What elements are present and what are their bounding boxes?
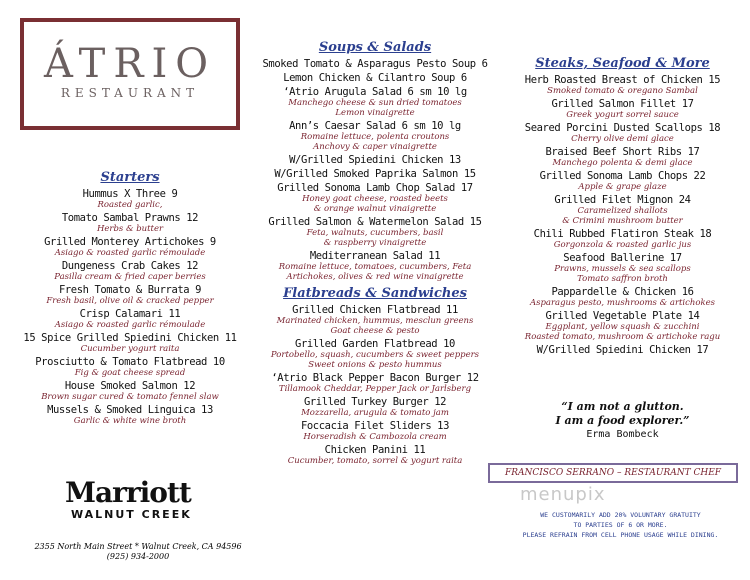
menu-item-description: Horseradish & Cambozola cream: [303, 432, 447, 442]
menu-item-description: Asiago & roasted garlic rémoulade: [54, 248, 206, 258]
menu-item-description: Cherry olive demi glace: [571, 134, 674, 144]
soups-heading: Soups & Salads: [318, 40, 432, 55]
menu-item-description: Prawns, mussels & sea scallops: [554, 264, 691, 274]
menu-item-description: Roasted tomato, mushroom & artichoke ragu: [524, 332, 721, 342]
menu-item-name: Mussels & Smoked Linguica 13: [47, 404, 213, 416]
menu-item-name: Grilled Sonoma Lamb Chop Salad 17: [277, 182, 473, 194]
menu-item-description: Goat cheese & pesto: [330, 326, 420, 336]
menu-item-name: Grilled Sonoma Lamb Chops 22: [539, 170, 706, 182]
note-line: PLEASE REFRAIN FROM CELL PHONE USAGE WHILE DINING.: [522, 531, 719, 539]
menu-item-name: Braised Beef Short Ribs 17: [545, 146, 700, 158]
menu-item-name: Seared Porcini Dusted Scallops 18: [524, 122, 721, 134]
menu-item-description: Gorgonzola & roasted garlic jus: [553, 240, 692, 250]
menu-item-name: Foccacia Filet Sliders 13: [300, 420, 450, 432]
menu-item-name: Dungeness Crab Cakes 12: [61, 260, 199, 272]
menu-item-name: Grilled Garden Flatbread 10: [295, 338, 455, 350]
menu-item-description: Manchego polenta & demi glace: [552, 158, 693, 168]
menu-item-name: Herb Roasted Breast of Chicken 15: [524, 74, 721, 86]
quote-line-1: “I am not a glutton.: [561, 400, 684, 413]
menu-item-description: Cucumber, tomato, sorrel & yogurt raita: [287, 456, 463, 466]
menu-item-description: Artichokes, olives & red wine vinaigrette: [286, 272, 464, 282]
street-address: 2355 North Main Street * Walnut Creek, CA 94596: [34, 542, 242, 551]
menu-item-description: Sweet onions & pesto hummus: [308, 360, 442, 370]
menu-item-name: Hummus X Three 9: [82, 188, 178, 200]
menu-item-description: Smoked tomato & oregano Sambal: [547, 86, 698, 96]
note-line: TO PARTIES OF 6 OR MORE.: [573, 521, 668, 529]
note-line: WE CUSTOMARILY ADD 20% VOLUNTARY GRATUITY: [540, 511, 701, 519]
menu-item-name: Prosciutto & Tomato Flatbread 10: [35, 356, 225, 368]
menu-item-name: Chili Rubbed Flatiron Steak 18: [533, 228, 712, 240]
steaks-section: [500, 56, 745, 356]
menu-item-description: Lemon vinaigrette: [335, 108, 415, 118]
marriott-location: WALNUT CREEK: [71, 508, 192, 521]
phone-number: (925) 934-2000: [106, 552, 170, 561]
menu-item-description: Eggplant, yellow squash & zucchini: [545, 322, 700, 332]
chef-credit: FRANCISCO SERRANO – RESTAURANT CHEF: [488, 463, 738, 483]
quote-block: [500, 400, 745, 442]
menu-item-description: Fig & goat cheese spread: [74, 368, 186, 378]
menu-item-description: Garlic & white wine broth: [73, 416, 187, 426]
menu-item-description: & orange walnut vinaigrette: [313, 204, 437, 214]
menu-item-description: Tomato saffron broth: [577, 274, 668, 284]
menu-item-description: & raspberry vinaigrette: [323, 238, 427, 248]
menu-item-description: Honey goat cheese, roasted beets: [302, 194, 448, 204]
menu-item-name: Chicken Panini 11: [324, 444, 426, 456]
menu-item-name: ‘Atrio Arugula Salad 6 sm 10 lg: [283, 86, 467, 98]
menu-item-name: Grilled Monterey Artichokes 9: [44, 236, 216, 248]
menu-item-name: 15 Spice Grilled Spiedini Chicken 11: [23, 332, 237, 344]
menu-item-name: ‘Atrio Black Pepper Bacon Burger 12: [271, 372, 479, 384]
menu-item-description: Cucumber yogurt raita: [80, 344, 180, 354]
menu-item-description: Apple & grape glaze: [578, 182, 667, 192]
menu-item-name: W/Grilled Spiedini Chicken 13: [289, 154, 461, 166]
quote-author: Erma Bombeck: [586, 429, 659, 440]
marriott-logo: [65, 478, 215, 521]
restaurant-logo: [20, 18, 240, 130]
watermark: menupix: [520, 484, 606, 505]
menu-item-description: & Crimini mushroom butter: [562, 216, 683, 226]
menu-item-description: Romaine lettuce, tomatoes, cucumbers, Feta: [278, 262, 472, 272]
menu-item-name: W/Grilled Smoked Paprika Salmon 15: [274, 168, 476, 180]
menu-item-description: Romaine lettuce, polenta croutons: [300, 132, 450, 142]
starters-section: [10, 170, 250, 426]
flatbreads-heading: Flatbreads & Sandwiches: [283, 286, 467, 301]
logo-title: ÁTRIO: [43, 41, 217, 87]
menu-item-description: Feta, walnuts, cucumbers, basil: [306, 228, 444, 238]
menu-item-description: Caramelized shallots: [577, 206, 668, 216]
menu-item-name: Grilled Vegetable Plate 14: [545, 310, 700, 322]
starters-heading: Starters: [100, 170, 160, 185]
menu-item-description: Pasilla cream & fried caper berries: [54, 272, 206, 282]
menu-item-name: Grilled Salmon & Watermelon Salad 15: [268, 216, 482, 228]
menu-item-name: Grilled Salmon Fillet 17: [551, 98, 694, 110]
menu-item-name: Lemon Chicken & Cilantro Soup 6: [283, 72, 467, 84]
soups-salads-section: [250, 40, 500, 466]
menu-item-name: Tomato Sambal Prawns 12: [61, 212, 199, 224]
menu-item-description: Tillamook Cheddar, Pepper Jack or Jarlsberg: [278, 384, 472, 394]
menu-item-description: Marinated chicken, hummus, mesclun greens: [276, 316, 474, 326]
menu-item-name: Crisp Calamari 11: [79, 308, 181, 320]
menu-item-description: Mozzarella, arugula & tomato jam: [301, 408, 449, 418]
menu-item-name: W/Grilled Spiedini Chicken 17: [536, 344, 709, 356]
menu-item-description: Asparagus pesto, mushrooms & artichokes: [529, 298, 716, 308]
menu-item-name: Grilled Filet Mignon 24: [554, 194, 691, 206]
steaks-list: [500, 74, 745, 356]
menu-item-name: Mediterranean Salad 11: [309, 250, 441, 262]
menu-item-description: Herbs & butter: [96, 224, 164, 234]
address-block: [28, 542, 248, 562]
menu-item-description: Brown sugar cured & tomato fennel slaw: [41, 392, 219, 402]
menu-item-name: House Smoked Salmon 12: [64, 380, 196, 392]
menu-item-description: Manchego cheese & sun dried tomatoes: [288, 98, 462, 108]
menu-item-name: Fresh Tomato & Burrata 9: [58, 284, 202, 296]
menu-item-description: Anchovy & caper vinaigrette: [313, 142, 437, 152]
soups-list: [250, 58, 500, 282]
starters-list: [10, 188, 250, 426]
policy-notes: [498, 510, 743, 540]
menu-item-description: Portobello, squash, cucumbers & sweet peppers: [270, 350, 480, 360]
menu-item-name: Pappardelle & Chicken 16: [551, 286, 694, 298]
menu-item-name: Grilled Chicken Flatbread 11: [292, 304, 458, 316]
menu-item-name: Grilled Turkey Burger 12: [303, 396, 447, 408]
steaks-heading: Steaks, Seafood & More: [535, 56, 710, 71]
menu-item-description: Fresh basil, olive oil & cracked pepper: [46, 296, 214, 306]
menu-item-description: Greek yogurt sorrel sauce: [566, 110, 679, 120]
quote-line-2: I am a food explorer.”: [555, 414, 690, 427]
menu-item-name: Ann’s Caesar Salad 6 sm 10 lg: [289, 120, 461, 132]
logo-subtitle: RESTAURANT: [60, 86, 200, 100]
menu-item-description: Roasted garlic,: [97, 200, 163, 210]
menu-item-name: Seafood Ballerine 17: [563, 252, 682, 264]
menu-item-description: Asiago & roasted garlic rémoulade: [54, 320, 206, 330]
menu-item-name: Smoked Tomato & Asparagus Pesto Soup 6: [262, 58, 488, 70]
flatbreads-list: [250, 304, 500, 466]
marriott-brand: Marriott: [65, 476, 191, 509]
